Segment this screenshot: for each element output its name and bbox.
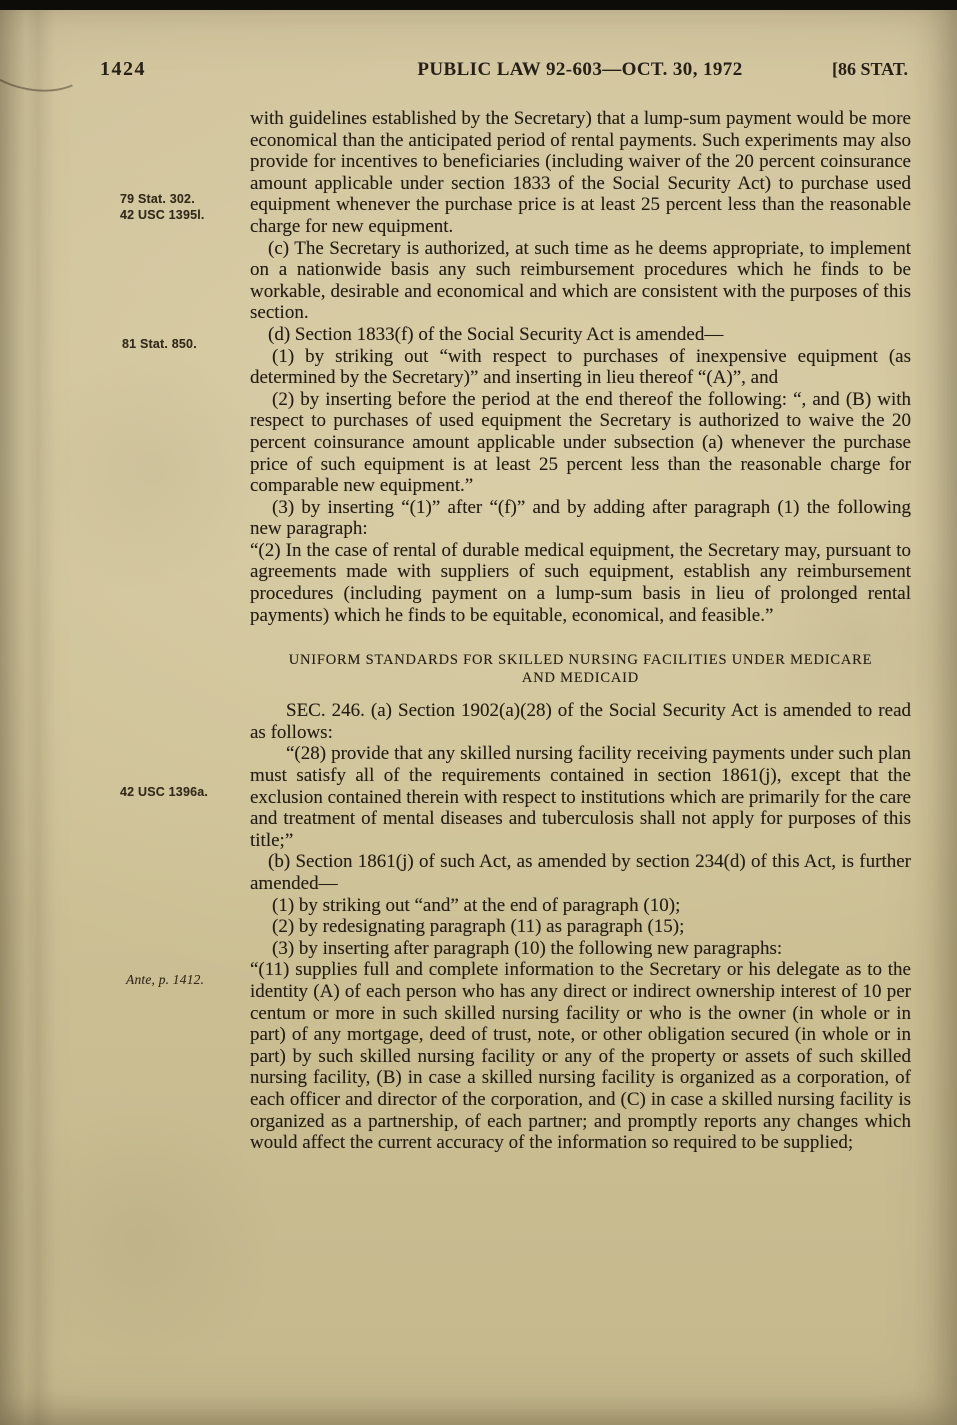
paragraph-b: (b) Section 1861(j) of such Act, as amended by section 234(d) of this Act, is further amended—: [250, 851, 911, 894]
page-curl-mark: [0, 0, 104, 104]
quoted-paragraph-28: “(28) provide that any skilled nursing facility receiving payments under such plan must satisfy all of the requirements contained in section 1861(j), except that the exclusion contained therein with respect to institutions which are primarily for the care and treatment of mental diseases and tuberculosis shall not apply for purposes of this title;”: [250, 743, 911, 851]
margin-note-ante-p-1412: [126, 972, 204, 988]
section-heading: [250, 651, 911, 687]
clause-d-3: (3) by inserting “(1)” after “(f)” and by adding after paragraph (1) the following new paragraph:: [250, 496, 911, 540]
clause-d-2: (2) by inserting before the period at the end thereof the following: “, and (B) with respect to purchases of used equipment the Secretary is authorized to waive the 20 percent coinsurance amount applicable under subsection (a) whenever the purchase price of such equipment is at least 25 percent less than the reasonable charge for comparable new equipment.”: [250, 388, 911, 497]
clause-b-2: (2) by redesignating paragraph (11) as paragraph (15);: [272, 916, 685, 938]
section-heading-line2: AND MEDICAID: [521, 670, 640, 687]
sec-246-paragraph: SEC. 246. (a) Section 1902(a)(28) of the Social Security Act is amended to read as follows:: [250, 700, 911, 743]
margin-note-line: 42 USC 1396a.: [120, 785, 209, 799]
page-top-edge-bar: [0, 0, 957, 10]
quoted-paragraph-11: “(11) supplies full and complete information to the Secretary or his delegate as to the identity (A) of each person who has any direct or indirect ownership interest of 10 per centum or more in such skilled nursing facility or who is the owner (in whole or in part) of any mortgage, deed of trust, note, or other obligation secured (in whole or in part) by such skilled nursing facility or any of the property or assets of such skilled nursing facility, (B) in case a skilled nursing facility is organized as a corporation, of each officer and director of the corporation, and (C) in case a skilled nursing facility is organized as a partnership, of each partner; and promptly reports any changes which would affect the current accuracy of the information so required to be supplied;: [250, 959, 911, 1154]
statute-text-column: [250, 108, 911, 1154]
margin-note-line: 42 USC 1395l.: [120, 208, 205, 222]
running-header: [0, 58, 957, 84]
section-heading-line1: UNIFORM STANDARDS FOR SKILLED NURSING FACILITIES UNDER MEDICARE: [288, 652, 873, 669]
margin-note-79-stat-302: [120, 191, 205, 223]
margin-note-line: 79 Stat. 302.: [120, 192, 195, 206]
margin-note-line: Ante, p. 1412.: [126, 972, 205, 987]
running-title: PUBLIC LAW 92-603—OCT. 30, 1972: [417, 59, 743, 80]
paragraph-c: (c) The Secretary is authorized, at such time as he deems appropriate, to implement on a nationwide basis any such reimbursement procedures which he finds to be workable, desirable and economical and which are consistent with the purposes of this section.: [250, 237, 911, 324]
clause-b-1: (1) by striking out “and” at the end of paragraph (10);: [272, 894, 681, 916]
quoted-paragraph-2: “(2) In the case of rental of durable medical equipment, the Secretary may, pursuant to agreements made with suppliers of such equipment, establish any reimbursement procedures (including payment on a lump-sum basis in lieu of prolonged rental payments) which he finds to be equitable, economical, and feasible.”: [250, 539, 911, 626]
margin-note-line: 81 Stat. 850.: [122, 337, 197, 351]
stat-citation: [86 STAT.: [831, 59, 908, 79]
paragraph-d: (d) Section 1833(f) of the Social Security Act is amended—: [268, 323, 724, 345]
paragraph-continuation: with guidelines established by the Secretary) that a lump-sum payment would be more economical than the anticipated period of rental payments. Such experiments may also provide for incentives to beneficiaries (including waiver of the 20 percent coinsurance amount applicable under section 1833 of the Social Security Act) to purchase used equipment whenever the purchase price is at least 25 percent less than the reasonable charge for new equipment.: [250, 108, 911, 237]
page-number: 1424: [100, 58, 146, 80]
margin-note-81-stat-850: [122, 336, 197, 352]
clause-b-3: (3) by inserting after paragraph (10) the following new paragraphs:: [272, 937, 783, 959]
clause-d-1: (1) by striking out “with respect to purchases of inexpensive equipment (as determined by the Secretary)” and inserting in lieu thereof “(A)”, and: [250, 345, 911, 389]
margin-note-42-usc-1396a: [120, 784, 208, 800]
